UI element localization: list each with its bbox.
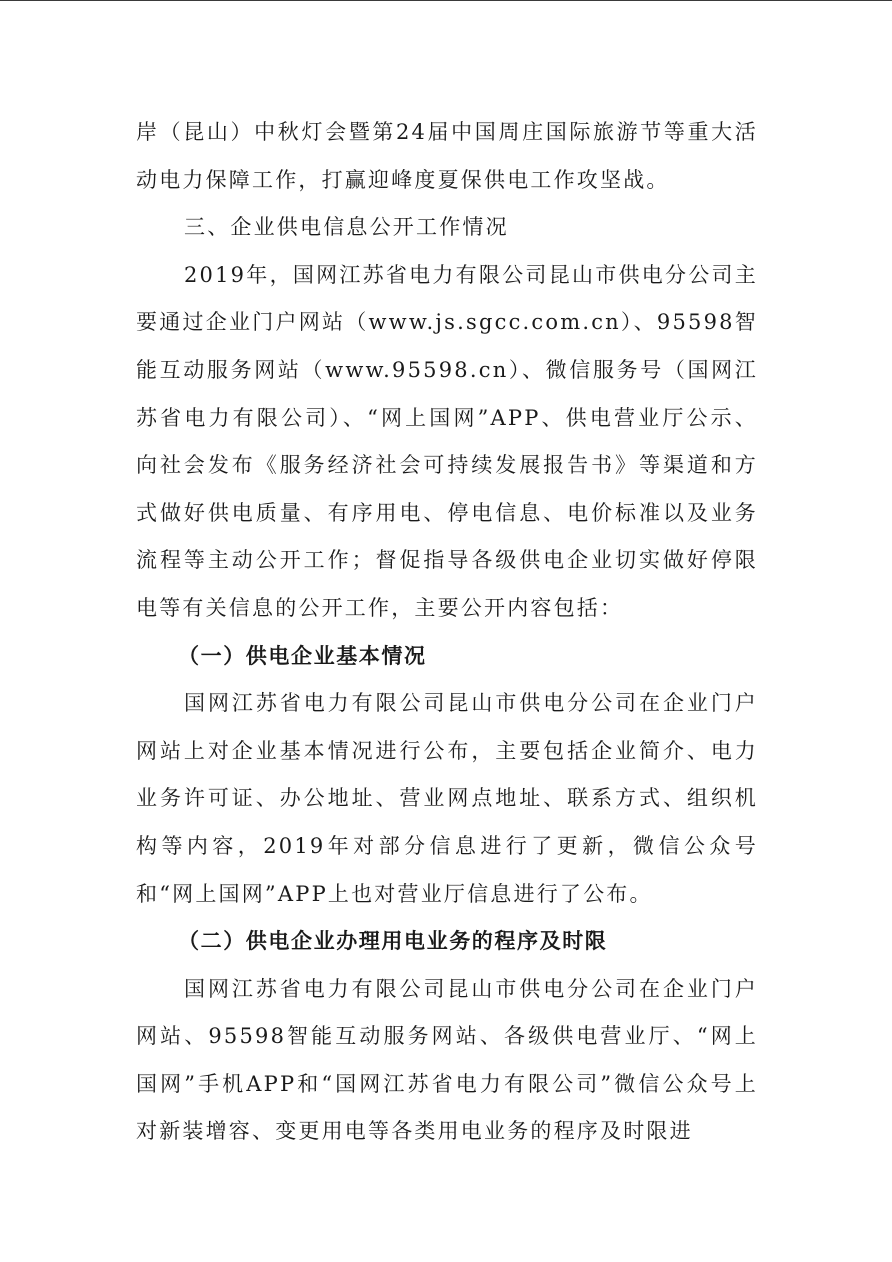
section-heading: 三、企业供电信息公开工作情况 <box>184 215 509 240</box>
paragraph-basic-info: 国网江苏省电力有限公司昆山市供电分公司在企业门户网站上对企业基本情况进行公布，主要包括企业简介、电力业务许可证、办公地址、营业网点地址、联系方式、组织机构等内容，2019年对部分信息进行了更新，微信公众号和“网上国网”APP上也对营业厅信息进行了公布。 <box>136 691 758 906</box>
paragraph-procedures: 国网江苏省电力有限公司昆山市供电分公司在企业门户网站、95598智能互动服务网站、各级供电营业厅、“网上国网”手机APP和“国网江苏省电力有限公司”微信公众号上对新装增容、变更用电等各类用电业务的程序及时限进 <box>136 976 758 1144</box>
subheading-procedures: （二）供电企业办理用电业务的程序及时限 <box>178 929 608 954</box>
document-body <box>136 109 758 1156</box>
paragraph-continuation: 岸（昆山）中秋灯会暨第24届中国周庄国际旅游节等重大活动电力保障工作，打赢迎峰度夏保供电工作攻坚战。 <box>136 120 758 192</box>
subheading-basic-info: （一）供电企业基本情况 <box>178 643 427 668</box>
paragraph-disclosure-channels: 2019年，国网江苏省电力有限公司昆山市供电分公司主要通过企业门户网站（www.js.sgcc.com.cn）、95598智能互动服务网站（www.95598.cn）、微信服务号（国网江苏省电力有限公司）、“网上国网”APP、供电营业厅公示、向社会发布《服务经济社会可持续发展报告书》等渠道和方式做好供电质量、有序用电、停电信息、电价标准以及业务流程等主动公开工作；督促指导各级供电企业切实做好停限电等有关信息的公开工作，主要公开内容包括： <box>136 262 758 620</box>
